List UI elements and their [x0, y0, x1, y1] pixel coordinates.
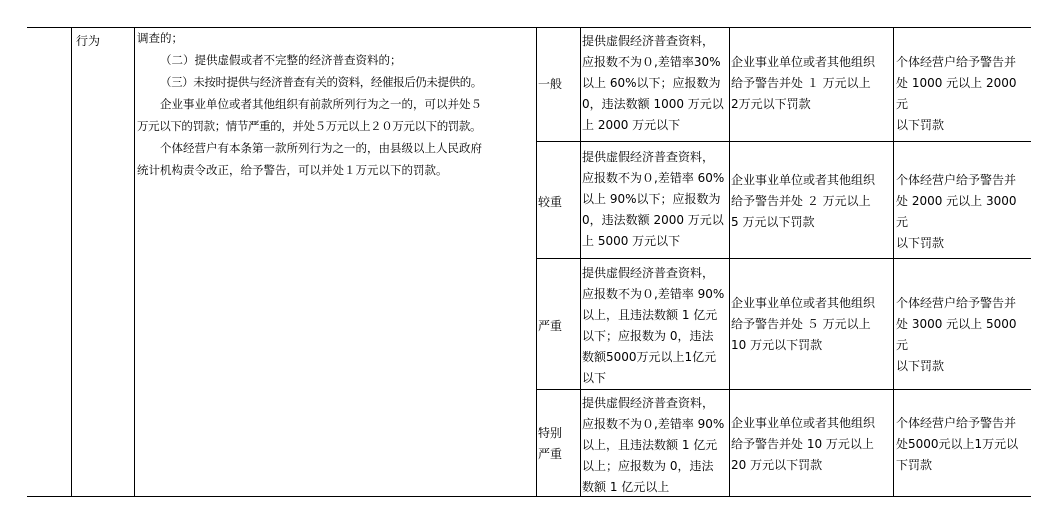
- text-line: 应报数不为０,差错率 60%: [582, 171, 725, 185]
- description-line: 个体经营户有本条第一款所列行为之一的，由县级以上人民政府: [160, 141, 482, 155]
- text-line: 以上，且违法数额 1 亿元: [582, 438, 718, 452]
- text-line: 上 2000 万元以下: [582, 118, 681, 132]
- text-line: 以下罚款: [896, 236, 945, 250]
- individual-penalty-cell: [896, 52, 1031, 136]
- text-line: 20 万元以下罚款: [731, 458, 823, 472]
- row-label: 行为: [76, 34, 101, 48]
- text-line: 2万元以下罚款: [731, 97, 811, 111]
- text-line: 以下罚款: [896, 359, 945, 373]
- text-line: 5 万元以下罚款: [731, 215, 815, 229]
- text-line: 企业事业单位或者其他组织: [731, 173, 876, 187]
- text-line: 应报数不为０,差错率30%: [582, 55, 721, 69]
- column-divider: [729, 27, 730, 497]
- circumstance-cell: [582, 393, 729, 498]
- description-line: （三）未按时提供与经济普查有关的资料，经催报后仍未提供的。: [160, 75, 482, 89]
- text-line: 处5000元以上1万元以: [896, 437, 1019, 451]
- column-divider: [134, 27, 135, 497]
- description-line: 统计机构责令改正，给予警告，可以并处１万元以下的罚款。: [137, 163, 448, 177]
- text-line: 企业事业单位或者其他组织: [731, 55, 876, 69]
- level-label: 特别: [538, 426, 563, 440]
- org-penalty-cell: [731, 170, 893, 233]
- individual-penalty-cell: [896, 293, 1031, 377]
- column-divider: [893, 27, 894, 497]
- text-line: 以上 60%以下；应报数为: [582, 76, 721, 90]
- description-line: 调查的；: [137, 31, 183, 45]
- text-line: 提供虚假经济普查资料，: [582, 266, 715, 280]
- text-line: 企业事业单位或者其他组织: [731, 416, 876, 430]
- text-line: 提供虚假经济普查资料，: [582, 150, 715, 164]
- column-divider: [536, 27, 537, 497]
- text-line: 应报数不为０,差错率 90%: [582, 417, 725, 431]
- org-penalty-cell: [731, 293, 893, 356]
- text-line: 应报数不为０,差错率 90%: [582, 287, 725, 301]
- text-line: 下罚款: [896, 458, 933, 472]
- text-line: 个体经营户给予警告并: [896, 173, 1017, 187]
- text-line: 企业事业单位或者其他组织: [731, 296, 876, 310]
- text-line: 处 2000 元以上 3000 元: [896, 194, 1017, 229]
- column-divider: [580, 27, 581, 497]
- text-line: 以下罚款: [896, 118, 945, 132]
- level-label: 一般: [538, 77, 563, 91]
- text-line: 给予警告并处 １ 万元以上: [731, 76, 871, 90]
- row-divider: [536, 258, 1031, 259]
- description-line: （二）提供虚假或者不完整的经济普查资料的；: [160, 53, 402, 67]
- text-line: 处 3000 元以上 5000 元: [896, 317, 1017, 352]
- row-divider: [536, 389, 1031, 390]
- text-line: 数额5000万元以上1亿元: [582, 350, 717, 364]
- text-line: 个体经营户给予警告并: [896, 55, 1017, 69]
- text-line: 10 万元以下罚款: [731, 338, 823, 352]
- description-line: 企业事业单位或者其他组织有前款所列行为之一的，可以并处５: [160, 97, 482, 111]
- text-line: 以下；应报数为 0，违法: [582, 329, 714, 343]
- column-divider: [71, 27, 72, 497]
- text-line: 0，违法数额 2000 万元以: [582, 213, 724, 227]
- text-line: 以下: [582, 371, 607, 385]
- text-line: 以上 90%以下；应报数为: [582, 192, 721, 206]
- text-line: 提供虚假经济普查资料，: [582, 396, 715, 410]
- level-label: 较重: [538, 195, 563, 209]
- text-line: 以上，且违法数额 1 亿元: [582, 308, 718, 322]
- text-line: 给予警告并处 ２ 万元以上: [731, 194, 871, 208]
- circumstance-cell: [582, 263, 729, 389]
- text-line: 提供虚假经济普查资料，: [582, 34, 715, 48]
- text-line: 个体经营户给予警告并: [896, 416, 1017, 430]
- text-line: 数额 1 亿元以上: [582, 480, 670, 494]
- text-line: 以上；应报数为 0，违法: [582, 459, 714, 473]
- row-divider: [536, 141, 1031, 142]
- circumstance-cell: [582, 147, 729, 252]
- description-line: 万元以下的罚款；情节严重的，并处５万元以上２０万元以下的罚款。: [137, 119, 482, 133]
- table-bottom-border: [27, 496, 1031, 497]
- text-line: 给予警告并处 ５ 万元以上: [731, 317, 871, 331]
- individual-penalty-cell: [896, 413, 1031, 476]
- text-line: 0，违法数额 1000 万元以: [582, 97, 724, 111]
- text-line: 上 5000 万元以下: [582, 234, 681, 248]
- level-label: 严重: [538, 319, 563, 333]
- level-label: 严重: [538, 447, 563, 461]
- text-line: 处 1000 元以上 2000 元: [896, 76, 1017, 111]
- text-line: 给予警告并处 10 万元以上: [731, 437, 874, 451]
- org-penalty-cell: [731, 413, 893, 476]
- individual-penalty-cell: [896, 170, 1031, 254]
- org-penalty-cell: [731, 52, 893, 115]
- text-line: 个体经营户给予警告并: [896, 296, 1017, 310]
- circumstance-cell: [582, 31, 729, 136]
